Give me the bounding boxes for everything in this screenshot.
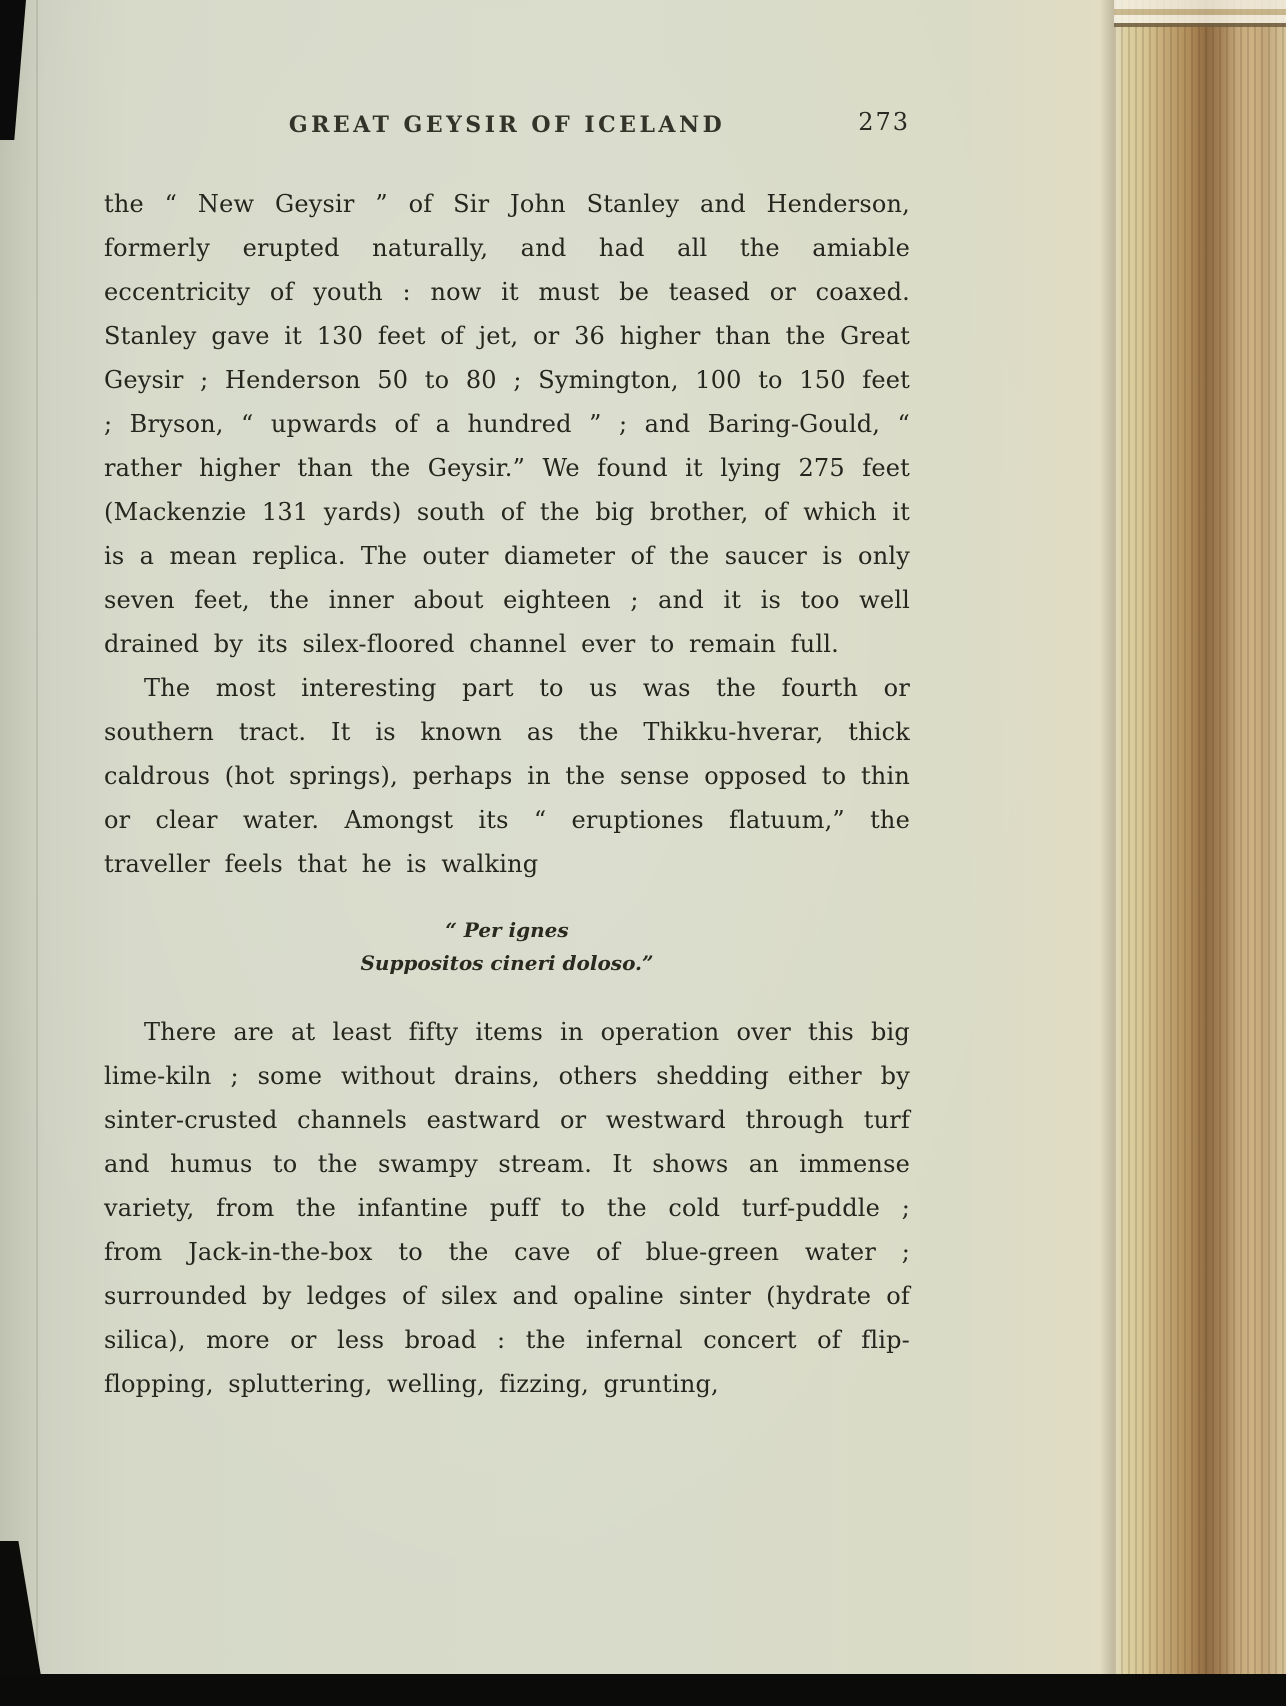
- verse-line: Suppositos cineri doloso.”: [360, 951, 654, 975]
- page-number: 273: [858, 108, 910, 136]
- verse-quote: [104, 914, 910, 980]
- scan-border-bottom: [0, 1674, 1286, 1706]
- book-fore-edge: [1114, 0, 1286, 1706]
- body-paragraph: There are at least fifty items in operation over this big lime-kiln ; some without drains, others shedding either by sinter-crusted channels eastward or westward through turf and humus to the swampy stream. It shows an immense variety, from the infantine puff to the cold turf-puddle ; from Jack-in-the-box to the cave of blue-green water ; surrounded by ledges of silex and opaline sinter (hydrate of silica), more or less broad : the infernal concert of flip-flopping, spluttering, welling, fizzing, grunting,: [104, 1018, 910, 1398]
- verse-line: “ Per ignes: [445, 918, 569, 942]
- running-head: GREAT GEYSIR OF ICELAND: [288, 112, 726, 138]
- text-column: [104, 108, 910, 1406]
- page-header: [104, 108, 910, 158]
- body-paragraph: the “ New Geysir ” of Sir John Stanley and Henderson, formerly erupted naturally, and had all the amiable eccentricity of youth : now it must be teased or coaxed. Stanley gave it 130 feet of jet, or 36 higher than the Great Geysir ; Henderson 50 to 80 ; Symington, 100 to 150 feet ; Bryson, “ upwards of a hundred ” ; and Baring-Gould, “ rather higher than the Geysir.” We found it lying 275 feet (Mackenzie 131 yards) south of the big brother, of which it is a mean replica. The outer diameter of the saucer is only seven feet, the inner about eighteen ; and it is too well drained by its silex-floored channel ever to remain full.: [104, 190, 910, 658]
- book-fore-edge-top-stripes: [1114, 0, 1286, 34]
- body-paragraph: The most interesting part to us was the fourth or southern tract. It is known as the Thikku-hverar, thick caldrous (hot springs), perhaps in the sense opposed to thin or clear water. Amongst its “ eruptiones flatuum,” the traveller feels that he is walking: [104, 674, 910, 878]
